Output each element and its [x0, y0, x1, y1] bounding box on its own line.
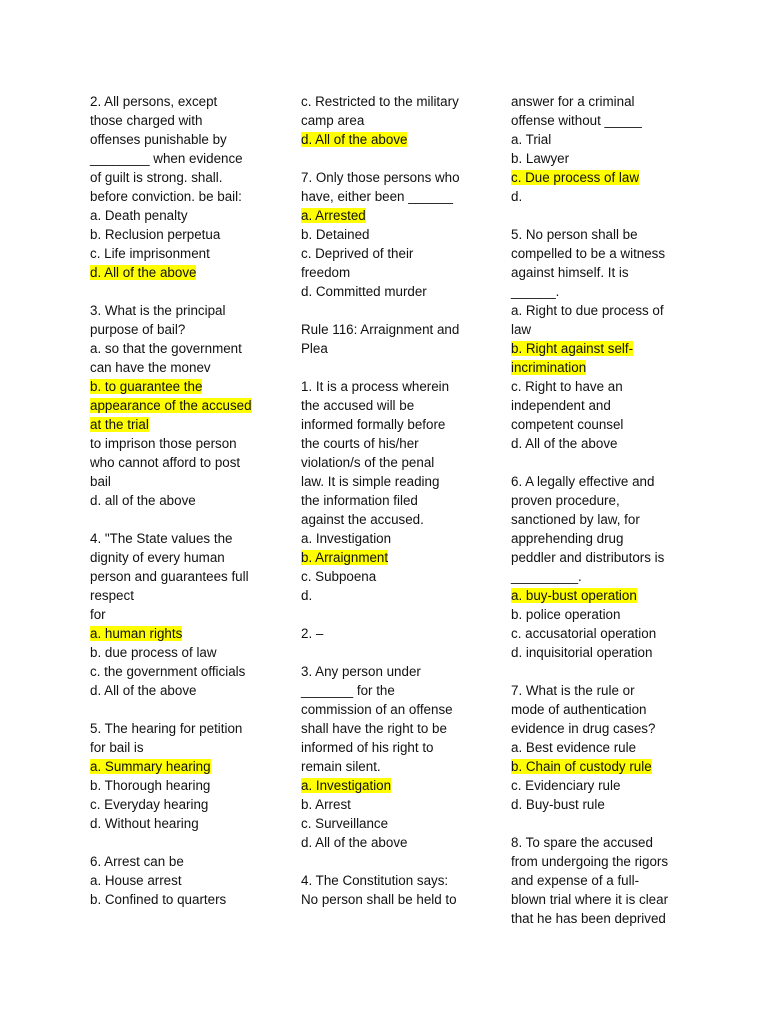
line-text: c. Right to have an — [511, 379, 623, 394]
line-text: 3. Any person under — [301, 664, 421, 679]
highlighted-text: d. All of the above — [90, 265, 197, 280]
line-text: Plea — [301, 341, 328, 356]
text-line — [511, 111, 691, 130]
line-text: for — [90, 607, 106, 622]
line-text: d. — [301, 588, 313, 603]
line-text: 4. "The State values the — [90, 531, 233, 546]
text-line — [511, 700, 691, 719]
text-line — [511, 130, 691, 149]
text-line — [511, 415, 691, 434]
text-line — [511, 434, 691, 453]
line-text: d. Buy-bust rule — [511, 797, 605, 812]
text-line — [511, 225, 691, 244]
text-line — [90, 225, 270, 244]
text-line — [90, 586, 270, 605]
line-text: law — [511, 322, 532, 337]
line-text: ______. — [511, 284, 560, 299]
text-line — [511, 377, 691, 396]
line-text: b. Thorough hearing — [90, 778, 211, 793]
line-text: the courts of his/her — [301, 436, 419, 451]
line-text: d. All of the above — [511, 436, 618, 451]
highlighted-answer-line — [90, 377, 270, 396]
line-text: b. Confined to quarters — [90, 892, 227, 907]
line-text: commission of an offense — [301, 702, 453, 717]
line-text: c. Deprived of their — [301, 246, 414, 261]
text-line — [511, 605, 691, 624]
text-line — [90, 776, 270, 795]
text-line — [511, 738, 691, 757]
text-line — [511, 263, 691, 282]
line-text: 7. Only those persons who — [301, 170, 460, 185]
text-line — [90, 434, 270, 453]
highlighted-text: a. Summary hearing — [90, 759, 211, 774]
highlighted-text: a. Investigation — [301, 778, 392, 793]
highlighted-text: c. Due process of law — [511, 170, 640, 185]
text-line — [301, 168, 481, 187]
line-text: d. inquisitorial operation — [511, 645, 653, 660]
highlighted-answer-line — [511, 586, 691, 605]
line-text: c. accusatorial operation — [511, 626, 657, 641]
text-line — [301, 225, 481, 244]
text-line — [511, 833, 691, 852]
text-line — [90, 130, 270, 149]
line-text: compelled to be a witness — [511, 246, 666, 261]
line-text: c. Everyday hearing — [90, 797, 209, 812]
text-line — [511, 301, 691, 320]
line-text: offense without _____ — [511, 113, 642, 128]
line-text: _________. — [511, 569, 582, 584]
text-line — [301, 92, 481, 111]
line-text: a. House arrest — [90, 873, 182, 888]
line-text: No person shall be held to — [301, 892, 457, 907]
text-line — [301, 833, 481, 852]
text-line — [301, 320, 481, 339]
text-line — [90, 662, 270, 681]
line-text: proven procedure, — [511, 493, 620, 508]
text-line — [301, 510, 481, 529]
text-line — [90, 529, 270, 548]
text-line — [301, 795, 481, 814]
text-line — [511, 548, 691, 567]
text-line — [301, 396, 481, 415]
line-text: the accused will be — [301, 398, 415, 413]
text-line — [90, 852, 270, 871]
line-text: 5. No person shall be — [511, 227, 638, 242]
line-text: b. police operation — [511, 607, 621, 622]
text-line — [511, 396, 691, 415]
line-text: bail — [90, 474, 111, 489]
line-text: blown trial where it is clear — [511, 892, 669, 907]
text-line — [90, 149, 270, 168]
highlighted-text: d. All of the above — [301, 132, 408, 147]
text-line — [301, 624, 481, 643]
line-text: informed of his right to — [301, 740, 434, 755]
line-text: b. Lawyer — [511, 151, 570, 166]
text-column-left — [90, 92, 270, 909]
text-line — [511, 187, 691, 206]
text-line — [301, 871, 481, 890]
line-text: before conviction. be bail: — [90, 189, 242, 204]
text-line — [90, 339, 270, 358]
blank-line — [301, 643, 481, 662]
line-text: a. so that the government — [90, 341, 242, 356]
highlighted-text: b. Chain of custody rule — [511, 759, 652, 774]
blank-line — [511, 206, 691, 225]
text-line — [301, 187, 481, 206]
highlighted-text: b. Right against self- — [511, 341, 634, 356]
text-line — [90, 719, 270, 738]
text-line — [301, 377, 481, 396]
line-text: those charged with — [90, 113, 203, 128]
highlighted-answer-line — [511, 339, 691, 358]
text-line — [301, 757, 481, 776]
text-line — [90, 244, 270, 263]
line-text: camp area — [301, 113, 365, 128]
line-text: purpose of bail? — [90, 322, 186, 337]
text-line — [301, 586, 481, 605]
line-text: against the accused. — [301, 512, 424, 527]
line-text: 4. The Constitution says: — [301, 873, 449, 888]
line-text: have, either been ______ — [301, 189, 453, 204]
line-text: person and guarantees full — [90, 569, 249, 584]
text-line — [511, 149, 691, 168]
line-text: d. All of the above — [301, 835, 408, 850]
highlighted-answer-line — [90, 263, 270, 282]
line-text: c. Subpoena — [301, 569, 377, 584]
text-line — [90, 605, 270, 624]
text-line — [301, 339, 481, 358]
line-text: independent and — [511, 398, 611, 413]
text-line — [511, 852, 691, 871]
line-text: a. Best evidence rule — [511, 740, 637, 755]
line-text: offenses punishable by — [90, 132, 227, 147]
line-text: b. Detained — [301, 227, 370, 242]
text-line — [90, 871, 270, 890]
blank-line — [301, 605, 481, 624]
text-line — [511, 681, 691, 700]
line-text: law. It is simple reading — [301, 474, 440, 489]
line-text: c. the government officials — [90, 664, 246, 679]
line-text: answer for a criminal — [511, 94, 635, 109]
text-line — [90, 92, 270, 111]
line-text: 5. The hearing for petition — [90, 721, 243, 736]
text-line — [90, 301, 270, 320]
text-line — [511, 719, 691, 738]
text-line — [301, 719, 481, 738]
line-text: remain silent. — [301, 759, 381, 774]
text-line — [511, 510, 691, 529]
blank-line — [511, 814, 691, 833]
text-line — [301, 453, 481, 472]
text-line — [90, 890, 270, 909]
line-text: and expense of a full- — [511, 873, 640, 888]
text-line — [511, 282, 691, 301]
text-line — [511, 567, 691, 586]
highlighted-answer-line — [301, 776, 481, 795]
text-line — [90, 187, 270, 206]
text-line — [511, 776, 691, 795]
line-text: peddler and distributors is — [511, 550, 665, 565]
line-text: can have the monev — [90, 360, 211, 375]
line-text: 2. – — [301, 626, 324, 641]
highlighted-answer-line — [511, 168, 691, 187]
highlighted-answer-line — [90, 624, 270, 643]
blank-line — [511, 453, 691, 472]
line-text: a. Death penalty — [90, 208, 188, 223]
highlighted-text: at the trial — [90, 417, 149, 432]
text-line — [90, 795, 270, 814]
blank-line — [90, 282, 270, 301]
line-text: dignity of every human — [90, 550, 225, 565]
highlighted-text: a. human rights — [90, 626, 183, 641]
line-text: who cannot afford to post — [90, 455, 241, 470]
text-line — [511, 890, 691, 909]
text-line — [90, 168, 270, 187]
text-line — [511, 92, 691, 111]
text-line — [511, 795, 691, 814]
highlighted-answer-line — [301, 206, 481, 225]
text-line — [301, 567, 481, 586]
text-line — [301, 472, 481, 491]
line-text: sanctioned by law, for — [511, 512, 640, 527]
line-text: shall have the right to be — [301, 721, 447, 736]
blank-line — [301, 149, 481, 168]
line-text: b. due process of law — [90, 645, 217, 660]
line-text: apprehending drug — [511, 531, 624, 546]
line-text: respect — [90, 588, 134, 603]
blank-line — [90, 510, 270, 529]
text-line — [90, 358, 270, 377]
text-line — [90, 206, 270, 225]
line-text: d. All of the above — [90, 683, 197, 698]
line-text: 2. All persons, except — [90, 94, 218, 109]
text-line — [301, 662, 481, 681]
text-line — [301, 529, 481, 548]
line-text: 3. What is the principal — [90, 303, 226, 318]
highlighted-text: appearance of the accused — [90, 398, 252, 413]
line-text: Rule 116: Arraignment and — [301, 322, 460, 337]
highlighted-answer-line — [511, 757, 691, 776]
line-text: mode of authentication — [511, 702, 647, 717]
highlighted-text: a. buy-bust operation — [511, 588, 637, 603]
line-text: c. Surveillance — [301, 816, 389, 831]
text-line — [90, 111, 270, 130]
line-text: the information filed — [301, 493, 418, 508]
highlighted-answer-line — [90, 415, 270, 434]
text-line — [90, 491, 270, 510]
text-line — [511, 643, 691, 662]
text-line — [90, 681, 270, 700]
blank-line — [301, 852, 481, 871]
text-line — [511, 909, 691, 928]
line-text: informed formally before — [301, 417, 446, 432]
line-text: of guilt is strong. shall. — [90, 170, 223, 185]
text-line — [301, 814, 481, 833]
line-text: to imprison those person — [90, 436, 237, 451]
text-line — [90, 472, 270, 491]
line-text: d. Committed murder — [301, 284, 427, 299]
line-text: evidence in drug cases? — [511, 721, 656, 736]
line-text: d. Without hearing — [90, 816, 199, 831]
highlighted-text: b. to guarantee the — [90, 379, 203, 394]
highlighted-text: incrimination — [511, 360, 587, 375]
text-line — [301, 700, 481, 719]
line-text: 6. Arrest can be — [90, 854, 184, 869]
line-text: a. Right to due process of — [511, 303, 664, 318]
text-line — [90, 320, 270, 339]
line-text: c. Life imprisonment — [90, 246, 210, 261]
text-column-middle — [301, 92, 481, 909]
text-line — [301, 434, 481, 453]
text-line — [301, 890, 481, 909]
text-line — [301, 244, 481, 263]
text-line — [90, 814, 270, 833]
line-text: 1. It is a process wherein — [301, 379, 450, 394]
highlighted-answer-line — [90, 396, 270, 415]
text-line — [301, 282, 481, 301]
text-line — [301, 263, 481, 282]
text-line — [511, 529, 691, 548]
line-text: a. Trial — [511, 132, 552, 147]
line-text: 8. To spare the accused — [511, 835, 653, 850]
line-text: b. Reclusion perpetua — [90, 227, 221, 242]
line-text: from undergoing the rigors — [511, 854, 669, 869]
text-column-right — [511, 92, 691, 928]
text-line — [90, 567, 270, 586]
text-line — [90, 453, 270, 472]
text-line — [511, 871, 691, 890]
highlighted-answer-line — [301, 548, 481, 567]
text-line — [511, 624, 691, 643]
text-line — [301, 415, 481, 434]
line-text: against himself. It is — [511, 265, 629, 280]
line-text: 6. A legally effective and — [511, 474, 655, 489]
text-line — [90, 643, 270, 662]
highlighted-text: a. Arrested — [301, 208, 366, 223]
line-text: c. Restricted to the military — [301, 94, 459, 109]
line-text: d. — [511, 189, 523, 204]
line-text: d. all of the above — [90, 493, 196, 508]
blank-line — [301, 301, 481, 320]
text-line — [301, 738, 481, 757]
line-text: freedom — [301, 265, 351, 280]
text-line — [511, 472, 691, 491]
line-text: for bail is — [90, 740, 144, 755]
blank-line — [90, 700, 270, 719]
highlighted-answer-line — [301, 130, 481, 149]
line-text: that he has been deprived — [511, 911, 666, 926]
highlighted-text: b. Arraignment — [301, 550, 389, 565]
line-text: b. Arrest — [301, 797, 351, 812]
blank-line — [301, 358, 481, 377]
line-text: _______ for the — [301, 683, 395, 698]
text-line — [90, 548, 270, 567]
line-text: ________ when evidence — [90, 151, 243, 166]
line-text: violation/s of the penal — [301, 455, 435, 470]
text-line — [301, 681, 481, 700]
line-text: c. Evidenciary rule — [511, 778, 621, 793]
line-text: competent counsel — [511, 417, 624, 432]
text-line — [511, 491, 691, 510]
line-text: a. Investigation — [301, 531, 392, 546]
highlighted-answer-line — [511, 358, 691, 377]
blank-line — [511, 662, 691, 681]
text-line — [301, 491, 481, 510]
text-line — [511, 244, 691, 263]
text-line — [301, 111, 481, 130]
text-line — [90, 738, 270, 757]
text-line — [511, 320, 691, 339]
blank-line — [90, 833, 270, 852]
line-text: 7. What is the rule or — [511, 683, 635, 698]
highlighted-answer-line — [90, 757, 270, 776]
